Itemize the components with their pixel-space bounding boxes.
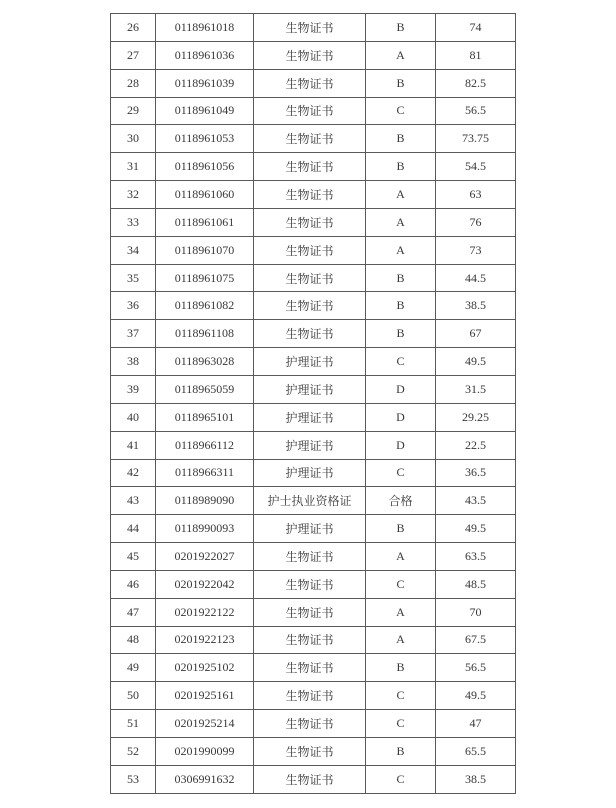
table-row [111, 153, 516, 181]
table-row [111, 208, 516, 236]
score-table [110, 13, 516, 794]
cell-row-number: 28 [111, 69, 156, 97]
cell-grade: 合格 [366, 487, 436, 515]
table-row [111, 264, 516, 292]
cell-row-number: 33 [111, 208, 156, 236]
table-row [111, 765, 516, 793]
cell-grade: B [366, 320, 436, 348]
cell-score: 82.5 [436, 69, 516, 97]
table-row [111, 431, 516, 459]
cell-id-number: 0201925161 [156, 682, 254, 710]
table-row [111, 292, 516, 320]
cell-id-number: 0118961039 [156, 69, 254, 97]
cell-row-number: 50 [111, 682, 156, 710]
cell-score: 29.25 [436, 403, 516, 431]
cell-row-number: 48 [111, 626, 156, 654]
cell-certificate-type: 生物证书 [254, 737, 366, 765]
cell-certificate-type: 生物证书 [254, 626, 366, 654]
cell-score: 81 [436, 41, 516, 69]
cell-row-number: 53 [111, 765, 156, 793]
cell-grade: B [366, 737, 436, 765]
cell-certificate-type: 护理证书 [254, 515, 366, 543]
cell-grade: C [366, 765, 436, 793]
cell-grade: A [366, 236, 436, 264]
cell-certificate-type: 生物证书 [254, 181, 366, 209]
cell-certificate-type: 生物证书 [254, 125, 366, 153]
cell-score: 73.75 [436, 125, 516, 153]
cell-id-number: 0118965101 [156, 403, 254, 431]
table-row [111, 543, 516, 571]
cell-id-number: 0201922042 [156, 570, 254, 598]
cell-certificate-type: 生物证书 [254, 97, 366, 125]
cell-row-number: 47 [111, 598, 156, 626]
cell-score: 70 [436, 598, 516, 626]
cell-certificate-type: 生物证书 [254, 654, 366, 682]
table-row [111, 626, 516, 654]
cell-grade: B [366, 292, 436, 320]
cell-grade: C [366, 348, 436, 376]
cell-grade: A [366, 41, 436, 69]
cell-row-number: 32 [111, 181, 156, 209]
cell-id-number: 0118961075 [156, 264, 254, 292]
cell-grade: C [366, 459, 436, 487]
table-row [111, 710, 516, 738]
cell-row-number: 31 [111, 153, 156, 181]
table-row [111, 403, 516, 431]
cell-grade: B [366, 515, 436, 543]
cell-grade: A [366, 208, 436, 236]
table-row [111, 515, 516, 543]
cell-row-number: 51 [111, 710, 156, 738]
cell-score: 47 [436, 710, 516, 738]
table-row [111, 41, 516, 69]
cell-grade: A [366, 626, 436, 654]
cell-grade: D [366, 431, 436, 459]
cell-score: 76 [436, 208, 516, 236]
cell-id-number: 0201922123 [156, 626, 254, 654]
cell-certificate-type: 护理证书 [254, 459, 366, 487]
cell-row-number: 45 [111, 543, 156, 571]
cell-certificate-type: 护理证书 [254, 348, 366, 376]
cell-row-number: 29 [111, 97, 156, 125]
cell-id-number: 0118961070 [156, 236, 254, 264]
cell-id-number: 0118989090 [156, 487, 254, 515]
cell-row-number: 36 [111, 292, 156, 320]
table-row [111, 487, 516, 515]
cell-certificate-type: 生物证书 [254, 264, 366, 292]
cell-id-number: 0118961036 [156, 41, 254, 69]
cell-id-number: 0118961082 [156, 292, 254, 320]
cell-id-number: 0118966112 [156, 431, 254, 459]
cell-row-number: 42 [111, 459, 156, 487]
cell-row-number: 26 [111, 14, 156, 42]
table-row [111, 570, 516, 598]
cell-row-number: 27 [111, 41, 156, 69]
table-row [111, 125, 516, 153]
cell-certificate-type: 生物证书 [254, 14, 366, 42]
cell-score: 54.5 [436, 153, 516, 181]
cell-score: 49.5 [436, 348, 516, 376]
cell-score: 73 [436, 236, 516, 264]
cell-id-number: 0118990093 [156, 515, 254, 543]
cell-score: 67.5 [436, 626, 516, 654]
cell-grade: D [366, 375, 436, 403]
cell-grade: C [366, 97, 436, 125]
table-row [111, 682, 516, 710]
cell-row-number: 49 [111, 654, 156, 682]
cell-score: 49.5 [436, 682, 516, 710]
cell-row-number: 40 [111, 403, 156, 431]
cell-certificate-type: 护理证书 [254, 431, 366, 459]
cell-score: 49.5 [436, 515, 516, 543]
cell-id-number: 0118961060 [156, 181, 254, 209]
cell-id-number: 0201925214 [156, 710, 254, 738]
cell-id-number: 0201925102 [156, 654, 254, 682]
table-row [111, 181, 516, 209]
cell-grade: A [366, 181, 436, 209]
cell-score: 38.5 [436, 765, 516, 793]
cell-row-number: 38 [111, 348, 156, 376]
cell-grade: B [366, 153, 436, 181]
cell-score: 44.5 [436, 264, 516, 292]
cell-row-number: 35 [111, 264, 156, 292]
cell-certificate-type: 生物证书 [254, 710, 366, 738]
cell-certificate-type: 生物证书 [254, 153, 366, 181]
cell-id-number: 0201922027 [156, 543, 254, 571]
cell-certificate-type: 生物证书 [254, 765, 366, 793]
cell-id-number: 0306991632 [156, 765, 254, 793]
cell-certificate-type: 护理证书 [254, 403, 366, 431]
table-row [111, 348, 516, 376]
cell-grade: B [366, 69, 436, 97]
cell-certificate-type: 护士执业资格证 [254, 487, 366, 515]
cell-certificate-type: 生物证书 [254, 236, 366, 264]
cell-grade: A [366, 543, 436, 571]
cell-score: 56.5 [436, 654, 516, 682]
table-row [111, 236, 516, 264]
cell-row-number: 46 [111, 570, 156, 598]
cell-grade: A [366, 598, 436, 626]
cell-id-number: 0118961108 [156, 320, 254, 348]
cell-grade: B [366, 125, 436, 153]
cell-row-number: 41 [111, 431, 156, 459]
table-row [111, 375, 516, 403]
score-table-body [111, 14, 516, 794]
cell-certificate-type: 生物证书 [254, 598, 366, 626]
cell-id-number: 0201990099 [156, 737, 254, 765]
cell-row-number: 52 [111, 737, 156, 765]
cell-row-number: 44 [111, 515, 156, 543]
cell-row-number: 39 [111, 375, 156, 403]
cell-score: 63 [436, 181, 516, 209]
cell-certificate-type: 生物证书 [254, 320, 366, 348]
cell-score: 67 [436, 320, 516, 348]
cell-certificate-type: 生物证书 [254, 208, 366, 236]
cell-score: 31.5 [436, 375, 516, 403]
cell-grade: C [366, 710, 436, 738]
cell-row-number: 34 [111, 236, 156, 264]
cell-grade: B [366, 14, 436, 42]
cell-certificate-type: 生物证书 [254, 41, 366, 69]
cell-score: 65.5 [436, 737, 516, 765]
cell-certificate-type: 生物证书 [254, 543, 366, 571]
cell-id-number: 0118963028 [156, 348, 254, 376]
cell-score: 38.5 [436, 292, 516, 320]
cell-certificate-type: 护理证书 [254, 375, 366, 403]
cell-score: 22.5 [436, 431, 516, 459]
cell-id-number: 0118961061 [156, 208, 254, 236]
cell-id-number: 0118961056 [156, 153, 254, 181]
cell-id-number: 0118961049 [156, 97, 254, 125]
cell-certificate-type: 生物证书 [254, 69, 366, 97]
cell-score: 63.5 [436, 543, 516, 571]
cell-score: 48.5 [436, 570, 516, 598]
table-row [111, 598, 516, 626]
cell-id-number: 0118966311 [156, 459, 254, 487]
table-row [111, 320, 516, 348]
table-row [111, 69, 516, 97]
cell-row-number: 37 [111, 320, 156, 348]
cell-id-number: 0118961018 [156, 14, 254, 42]
cell-certificate-type: 生物证书 [254, 682, 366, 710]
cell-score: 56.5 [436, 97, 516, 125]
cell-certificate-type: 生物证书 [254, 570, 366, 598]
cell-certificate-type: 生物证书 [254, 292, 366, 320]
cell-score: 74 [436, 14, 516, 42]
cell-grade: C [366, 570, 436, 598]
cell-id-number: 0118961053 [156, 125, 254, 153]
cell-row-number: 30 [111, 125, 156, 153]
cell-id-number: 0118965059 [156, 375, 254, 403]
cell-grade: D [366, 403, 436, 431]
cell-score: 43.5 [436, 487, 516, 515]
cell-id-number: 0201922122 [156, 598, 254, 626]
table-row [111, 737, 516, 765]
cell-row-number: 43 [111, 487, 156, 515]
table-row [111, 459, 516, 487]
table-row [111, 14, 516, 42]
cell-grade: C [366, 682, 436, 710]
cell-grade: B [366, 264, 436, 292]
cell-score: 36.5 [436, 459, 516, 487]
cell-grade: B [366, 654, 436, 682]
table-row [111, 654, 516, 682]
table-row [111, 97, 516, 125]
